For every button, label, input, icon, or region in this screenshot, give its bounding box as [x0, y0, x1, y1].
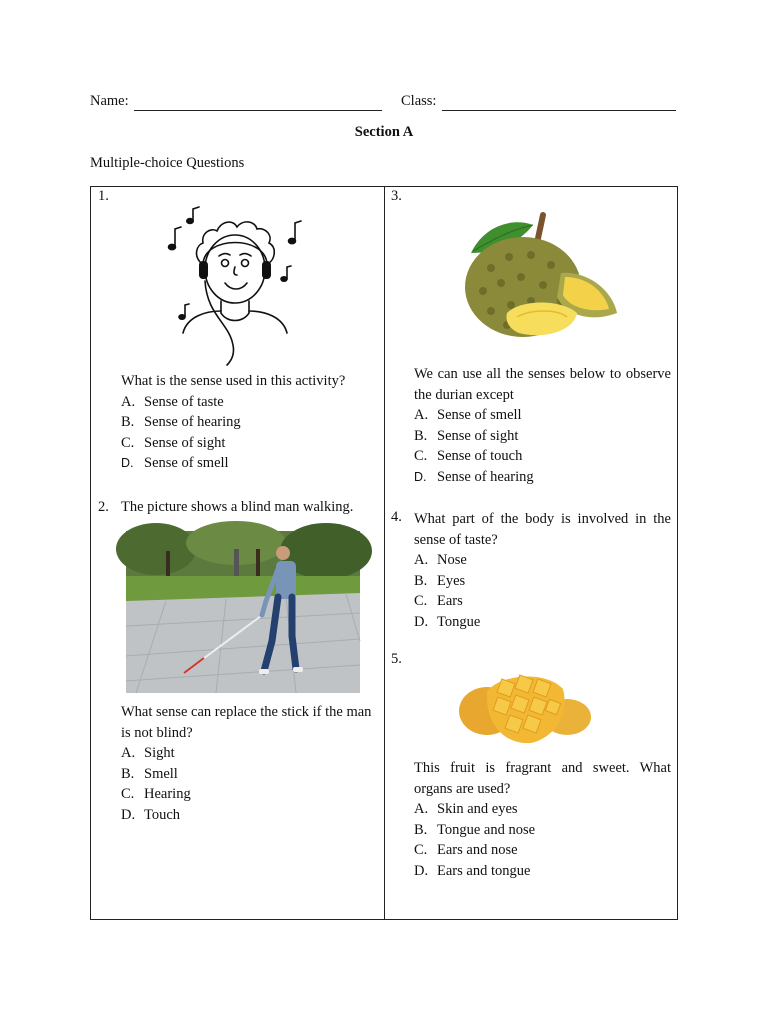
question-5-number: 5. — [391, 651, 402, 667]
blind-man-walking-photo — [126, 531, 360, 693]
question-1-option-d[interactable]: D. Sense of smell — [121, 455, 229, 471]
questions-table — [90, 186, 678, 920]
header-row — [90, 93, 690, 113]
question-4-text: What part of the body is involved in the sense of taste? — [414, 511, 671, 548]
section-title: Section A — [354, 124, 414, 140]
subtitle: Multiple-choice Questions — [90, 155, 245, 171]
class-label: Class: — [401, 93, 437, 109]
question-1 — [121, 371, 376, 474]
question-3-option-a[interactable]: A. Sense of smell — [414, 407, 522, 423]
question-4-option-a[interactable]: A. Nose — [414, 552, 467, 568]
question-2-followup: What sense can replace the stick if the man is not blind? — [121, 704, 372, 741]
question-3-option-c[interactable]: C. Sense of touch — [414, 448, 523, 464]
question-5 — [414, 758, 671, 881]
question-2-option-d[interactable]: D. Touch — [121, 806, 181, 823]
question-2-option-c[interactable]: C. Hearing — [121, 786, 191, 802]
question-3 — [414, 364, 671, 487]
question-2 — [121, 702, 376, 825]
question-5-option-b[interactable]: B. Tongue and nose — [414, 821, 536, 838]
question-3-option-b[interactable]: B. Sense of sight — [414, 427, 519, 444]
person-with-headphones-music-icon — [163, 205, 313, 367]
question-2-option-b[interactable]: B. Smell — [121, 765, 178, 782]
question-4-option-c[interactable]: C. Ears — [414, 593, 463, 609]
question-3-number: 3. — [391, 188, 402, 204]
question-3-text: We can use all the senses below to observe the durian except — [414, 366, 671, 403]
question-1-option-b[interactable]: B. Sense of hearing — [121, 414, 241, 430]
mango-fruit-photo — [457, 671, 593, 747]
question-1-option-a[interactable]: A. Sense of taste — [121, 393, 224, 410]
question-2-option-a[interactable]: A. Sight — [121, 745, 175, 761]
question-4-number: 4. — [391, 509, 402, 525]
question-1-number: 1. — [98, 188, 109, 204]
column-divider — [384, 187, 385, 919]
question-2-number: 2. — [98, 499, 109, 515]
name-blank-line[interactable] — [134, 110, 382, 111]
class-blank-line[interactable] — [442, 110, 676, 111]
question-5-option-a[interactable]: A. Skin and eyes — [414, 801, 518, 817]
question-1-option-c[interactable]: C. Sense of sight — [121, 434, 226, 451]
question-4 — [414, 509, 671, 632]
question-5-option-c[interactable]: C. Ears and nose — [414, 842, 518, 858]
durian-fruit-photo — [461, 213, 621, 345]
question-2-text: The picture shows a blind man walking. — [121, 499, 354, 515]
question-1-text: What is the sense used in this activity? — [121, 373, 346, 389]
question-3-option-d[interactable]: D. Sense of hearing — [414, 468, 534, 485]
name-label: Name: — [90, 93, 129, 109]
question-2-heading — [98, 497, 378, 518]
question-5-text: This fruit is fragrant and sweet. What organs are used? — [414, 760, 671, 797]
question-5-option-d[interactable]: D. Ears and tongue — [414, 862, 531, 879]
question-4-option-b[interactable]: B. Eyes — [414, 572, 466, 589]
question-4-option-d[interactable]: D. Tongue — [414, 613, 481, 630]
